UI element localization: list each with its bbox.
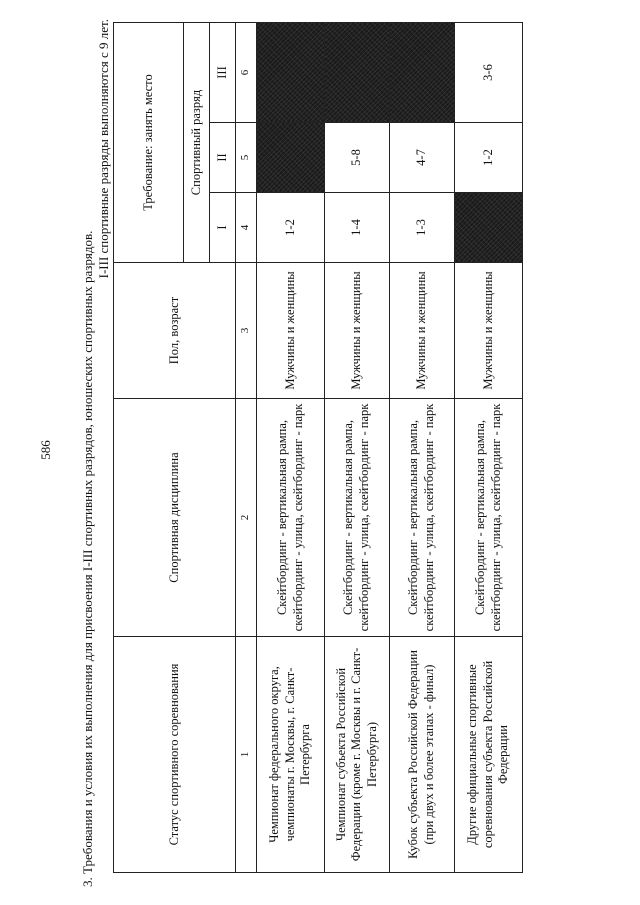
index-cell: 6: [236, 22, 257, 122]
table-row: [257, 22, 325, 872]
rank-3-cell-shaded: [390, 22, 455, 122]
header-rank-1: I: [210, 193, 236, 263]
rank-2-cell: 1-2: [455, 123, 523, 193]
section-heading: 3. Требования и условия их выполнения для присвоения I-III спортивных разрядов, юношеских спортивных разрядов.: [80, 230, 95, 887]
discipline-cell: Скейтбординг - вертикальная рампа, скейтбординг - улица, скейтбординг - парк: [325, 399, 390, 637]
requirements-table: [113, 22, 523, 873]
rank-1-cell: 1-3: [390, 193, 455, 263]
header-status: Статус спортивного соревнования: [114, 637, 236, 873]
header-requirement: Требование: занять место: [114, 22, 184, 262]
header-discipline: Спортивная дисциплина: [114, 399, 236, 637]
header-rank-3: III: [210, 22, 236, 122]
column-index-row: [236, 22, 257, 872]
status-cell: Чемпионат федерального округа, чемпионаты г. Москвы, г. Санкт-Петербурга: [257, 637, 325, 873]
index-cell: 3: [236, 263, 257, 399]
sex-age-cell: Мужчины и женщины: [325, 263, 390, 399]
rank-3-cell: 3-6: [455, 22, 523, 122]
header-sex-age: Пол, возраст: [114, 263, 236, 399]
rank-2-cell-shaded: [257, 123, 325, 193]
status-cell: Чемпионат субъекта Российской Федерации (кроме г. Москвы и г. Санкт-Петербурга): [325, 637, 390, 873]
discipline-cell: Скейтбординг - вертикальная рампа, скейтбординг - улица, скейтбординг - парк: [390, 399, 455, 637]
rank-2-cell: 5-8: [325, 123, 390, 193]
header-sport-rank: Спортивный разряд: [184, 22, 210, 262]
rank-2-cell: 4-7: [390, 123, 455, 193]
index-cell: 4: [236, 193, 257, 263]
rank-1-cell: 1-4: [325, 193, 390, 263]
header-row: [114, 22, 184, 872]
index-cell: 2: [236, 399, 257, 637]
rank-1-cell: 1-2: [257, 193, 325, 263]
index-cell: 5: [236, 123, 257, 193]
rank-3-cell-shaded: [325, 22, 390, 122]
section-subheading: I-III спортивные разряды выполняются с 9 лет.: [96, 19, 111, 279]
table-row: [325, 22, 390, 872]
header-rank-2: II: [210, 123, 236, 193]
discipline-cell: Скейтбординг - вертикальная рампа, скейтбординг - улица, скейтбординг - парк: [257, 399, 325, 637]
discipline-cell: Скейтбординг - вертикальная рампа, скейтбординг - улица, скейтбординг - парк: [455, 399, 523, 637]
status-cell: Другие официальные спортивные соревнования субъекта Российской Федерации: [455, 637, 523, 873]
table-row: [455, 22, 523, 872]
sex-age-cell: Мужчины и женщины: [257, 263, 325, 399]
sex-age-cell: Мужчины и женщины: [390, 263, 455, 399]
rank-1-cell-shaded: [455, 193, 523, 263]
index-cell: 1: [236, 637, 257, 873]
page-number: 586: [38, 440, 53, 460]
status-cell: Кубок субъекта Российской Федерации (при двух и более этапах - финал): [390, 637, 455, 873]
rank-3-cell-shaded: [257, 22, 325, 122]
sex-age-cell: Мужчины и женщины: [455, 263, 523, 399]
table-row: [390, 22, 455, 872]
